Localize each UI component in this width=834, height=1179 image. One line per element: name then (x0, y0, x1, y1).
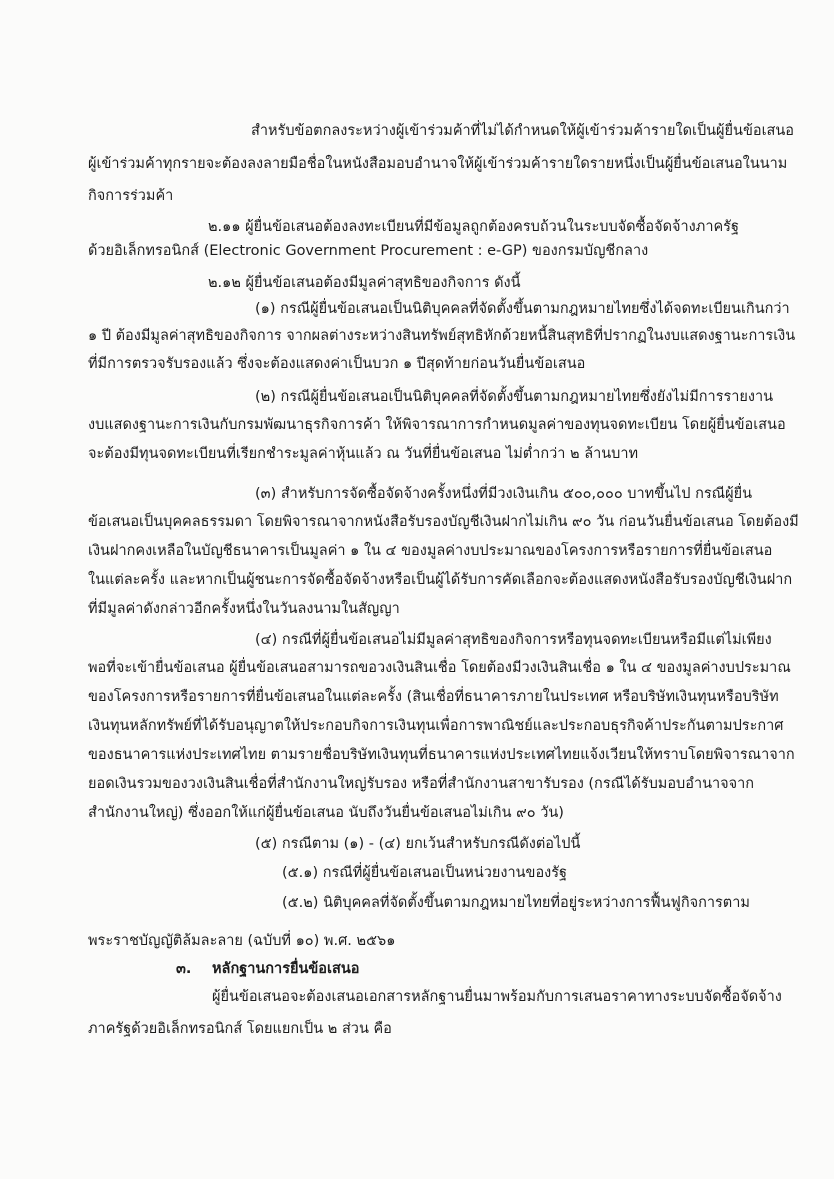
text-line: (๕.๑) กรณีที่ผู้ยื่นข้อเสนอเป็นหน่วยงานของรัฐ (282, 865, 568, 881)
text-line: (๔) กรณีที่ผู้ยื่นข้อเสนอไม่มีมูลค่าสุทธิของกิจการหรือทุนจดทะเบียนหรือมีแต่ไม่เพียง (255, 632, 772, 648)
text-line: พอที่จะเข้ายื่นข้อเสนอ ผู้ยื่นข้อเสนอสามารถขอวงเงินสินเชื่อ โดยต้องมีวงเงินสินเชื่อ ๑ ใน ๔ ของมูลค่างบประมาณ (88, 660, 791, 676)
text-line: ข้อเสนอเป็นบุคคลธรรมดา โดยพิจารณาจากหนังสือรับรองบัญชีเงินฝากไม่เกิน ๙๐ วัน ก่อนวันยื่นข้อเสนอ โดยต้องมี (88, 514, 799, 530)
text-line: (๕.๒) นิติบุคคลที่จัดตั้งขึ้นตามกฎหมายไทยที่อยู่ระหว่างการฟื้นฟูกิจการตาม (282, 895, 750, 911)
text-line: ยอดเงินรวมของวงเงินสินเชื่อที่สำนักงานใหญ่รับรอง หรือที่สำนักงานสาขารับรอง (กรณีได้รับมอบอำนาจจาก (88, 776, 755, 792)
text-line: ภาครัฐด้วยอิเล็กทรอนิกส์ โดยแยกเป็น ๒ ส่วน คือ (88, 1021, 392, 1037)
section-number: ๓. (176, 961, 192, 977)
text-line: ผู้ยื่นข้อเสนอจะต้องเสนอเอกสารหลักฐานยื่นมาพร้อมกับการเสนอราคาทางระบบจัดซื้อจัดจ้าง (212, 989, 782, 1005)
text-line: ของธนาคารแห่งประเทศไทย ตามรายชื่อบริษัทเงินทุนที่ธนาคารแห่งประเทศไทยแจ้งเวียนให้ทราบโดยพิจารณาจาก (88, 747, 795, 763)
text-line: (๑) กรณีผู้ยื่นข้อเสนอเป็นนิติบุคคลที่จัดตั้งขึ้นตามกฎหมายไทยซึ่งได้จดทะเบียนเกินกว่า (255, 301, 790, 317)
text-line: ๒.๑๑ ผู้ยื่นข้อเสนอต้องลงทะเบียนที่มีข้อมูลถูกต้องครบถ้วนในระบบจัดซื้อจัดจ้างภาครัฐ (208, 219, 739, 235)
text-line: ในแต่ละครั้ง และหากเป็นผู้ชนะการจัดซื้อจัดจ้างหรือเป็นผู้ได้รับการคัดเลือกจะต้องแสดงหนังสือรับรองบัญชีเงินฝาก (88, 572, 793, 588)
text-line: พระราชบัญญัติล้มละลาย (ฉบับที่ ๑๐) พ.ศ. ๒๕๖๑ (88, 933, 396, 949)
text-line: ที่มีการตรวจรับรองแล้ว ซึ่งจะต้องแสดงค่าเป็นบวก ๑ ปีสุดท้ายก่อนวันยื่นข้อเสนอ (88, 356, 586, 372)
text-line: กิจการร่วมค้า (88, 188, 174, 204)
text-line: สำนักงานใหญ่) ซึ่งออกให้แก่ผู้ยื่นข้อเสนอ นับถึงวันยื่นข้อเสนอไม่เกิน ๙๐ วัน) (88, 805, 564, 821)
text-line: (๕) กรณีตาม (๑) - (๔) ยกเว้นสำหรับกรณีดังต่อไปนี้ (255, 836, 581, 852)
text-line: ด้วยอิเล็กทรอนิกส์ (Electronic Government Procurement : e-GP) ของกรมบัญชีกลาง (88, 243, 649, 259)
text-line: สำหรับข้อตกลงระหว่างผู้เข้าร่วมค้าที่ไม่ได้กำหนดให้ผู้เข้าร่วมค้ารายใดเป็นผู้ยื่นข้อเสนอ (251, 123, 795, 139)
text-line: ๒.๑๒ ผู้ยื่นข้อเสนอต้องมีมูลค่าสุทธิของกิจการ ดังนี้ (208, 275, 521, 291)
section-heading: หลักฐานการยื่นข้อเสนอ (212, 961, 360, 977)
text-line: งบแสดงฐานะการเงินกับกรมพัฒนาธุรกิจการค้า ให้พิจารณาการกำหนดมูลค่าของทุนจดทะเบียน โดยผู้ยื่นข้อเสนอ (88, 417, 786, 433)
text-line: เงินทุนหลักทรัพย์ที่ได้รับอนุญาตให้ประกอบกิจการเงินทุนเพื่อการพาณิชย์และประกอบธุรกิจค้าประกันตามประกาศ (88, 718, 784, 734)
text-line: ที่มีมูลค่าดังกล่าวอีกครั้งหนึ่งในวันลงนามในสัญญา (88, 601, 400, 617)
text-line: ๑ ปี ต้องมีมูลค่าสุทธิของกิจการ จากผลต่างระหว่างสินทรัพย์สุทธิหักด้วยหนี้สินสุทธิที่ปรากฏในงบแสดงฐานะการเงิน (88, 328, 796, 344)
text-line: เงินฝากคงเหลือในบัญชีธนาคารเป็นมูลค่า ๑ ใน ๔ ของมูลค่างบประมาณของโครงการหรือรายการที่ยื่นข้อเสนอ (88, 543, 773, 559)
text-line: ของโครงการหรือรายการที่ยื่นข้อเสนอในแต่ละครั้ง (สินเชื่อที่ธนาคารภายในประเทศ หรือบริษัทเงินทุนหรือบริษัท (88, 689, 779, 705)
text-line: (๓) สำหรับการจัดซื้อจัดจ้างครั้งหนึ่งที่มีวงเงินเกิน ๕๐๐,๐๐๐ บาทขึ้นไป กรณีผู้ยื่น (255, 486, 753, 502)
text-line: (๒) กรณีผู้ยื่นข้อเสนอเป็นนิติบุคคลที่จัดตั้งขึ้นตามกฎหมายไทยซึ่งยังไม่มีการรายงาน (255, 389, 774, 405)
text-line: ผู้เข้าร่วมค้าทุกรายจะต้องลงลายมือชื่อในหนังสือมอบอำนาจให้ผู้เข้าร่วมค้ารายใดรายหนึ่งเป็นผู้ยื่นข้อเสนอในนาม (88, 156, 788, 172)
text-line: จะต้องมีทุนจดทะเบียนที่เรียกชำระมูลค่าหุ้นแล้ว ณ วันที่ยื่นข้อเสนอ ไม่ต่ำกว่า ๒ ล้านบาท (88, 446, 639, 462)
